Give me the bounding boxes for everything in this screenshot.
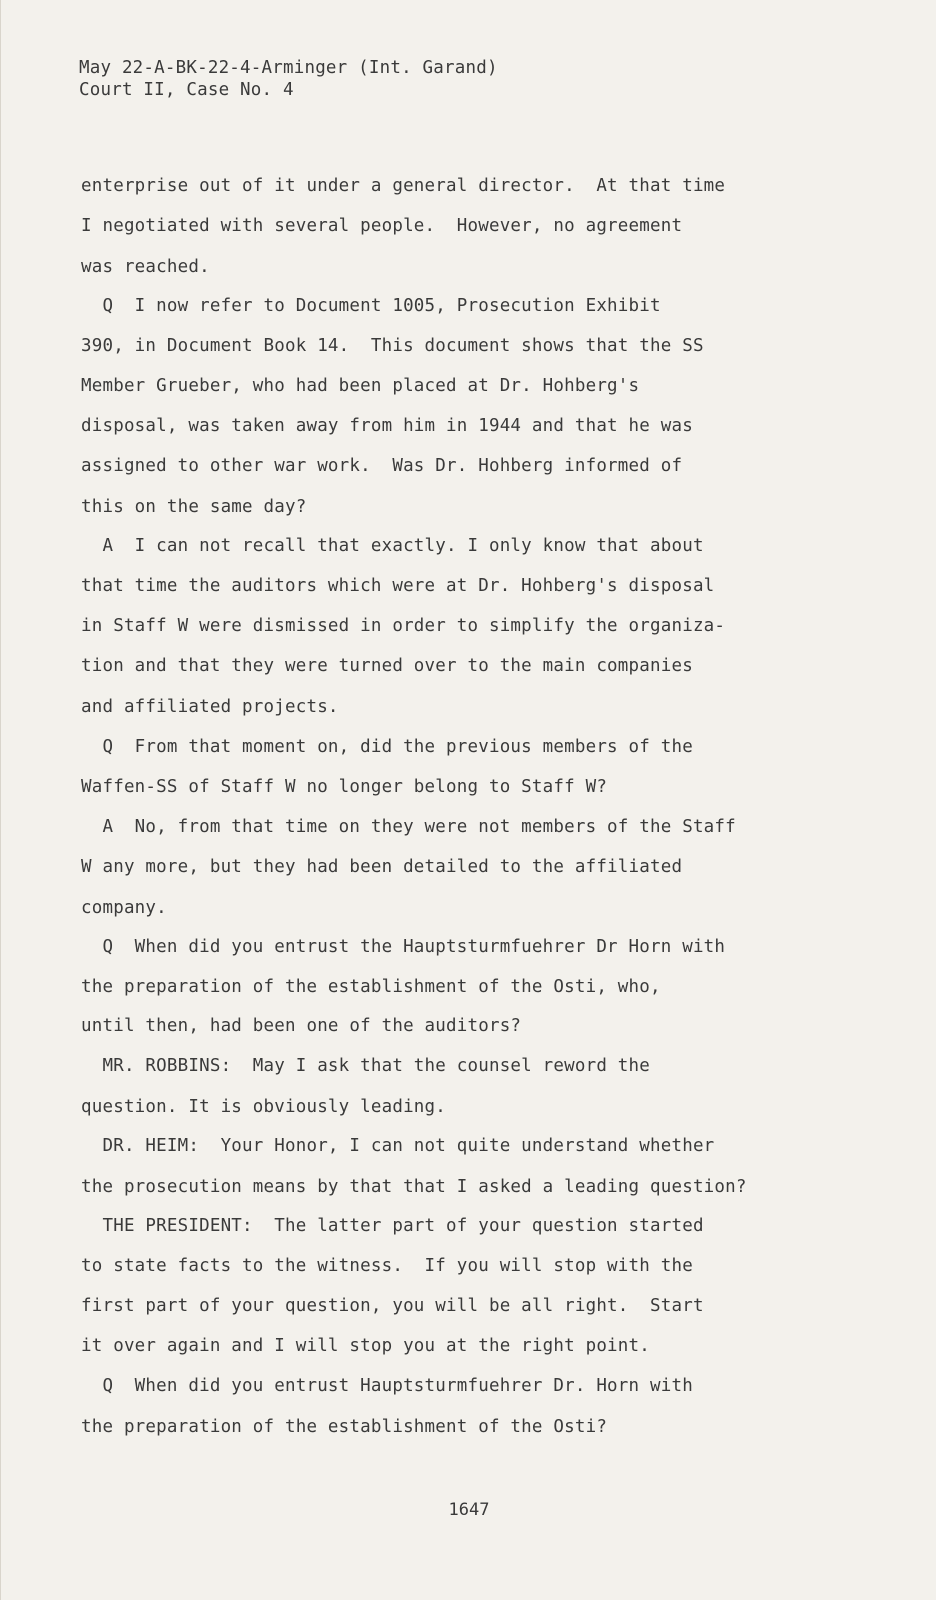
body-line: in Staff W were dismissed in order to simplify the organiza- [81,616,726,636]
body-line: enterprise out of it under a general director. At that time [81,176,726,196]
body-line: this on the same day? [81,497,307,517]
body-line: question. It is obviously leading. [81,1097,447,1117]
body-line: the preparation of the establishment of the Osti, who, [81,977,661,997]
body-line: Member Grueber, who had been placed at Dr. Hohberg's [81,376,640,396]
body-line: that time the auditors which were at Dr. Hohberg's disposal [81,576,715,596]
body-line: I negotiated with several people. However, no agreement [81,216,683,236]
body-line: 390, in Document Book 14. This document shows that the SS [81,336,704,356]
body-line: company. [81,898,167,918]
body-line: MR. ROBBINS: May I ask that the counsel reword the [81,1056,651,1076]
body-line: assigned to other war work. Was Dr. Hohberg informed of [81,456,683,476]
body-line: Waffen-SS of Staff W no longer belong to Staff W? [81,777,608,797]
body-line: THE PRESIDENT: The latter part of your question started [81,1216,704,1236]
body-line: the preparation of the establishment of the Osti? [81,1417,608,1437]
body-line: the prosecution means by that that I asked a leading question? [81,1177,747,1197]
body-line: A No, from that time on they were not members of the Staff [81,817,736,837]
body-line: DR. HEIM: Your Honor, I can not quite understand whether [81,1136,715,1156]
body-line: A I can not recall that exactly. I only know that about [81,536,704,556]
header-line-2: Court II, Case No. 4 [79,80,294,100]
body-line: tion and that they were turned over to the main companies [81,656,693,676]
body-line: disposal, was taken away from him in 1944 and that he was [81,416,693,436]
page-number: 1647 [448,1500,490,1520]
body-line: Q When did you entrust Hauptsturmfuehrer Dr. Horn with [81,1376,693,1396]
body-line: first part of your question, you will be all right. Start [81,1296,704,1316]
header-line-1: May 22-A-BK-22-4-Arminger (Int. Garand) [79,58,498,78]
body-line: until then, had been one of the auditors? [81,1016,522,1036]
body-line: to state facts to the witness. If you will stop with the [81,1256,693,1276]
body-line: it over again and I will stop you at the right point. [81,1336,651,1356]
body-line: Q From that moment on, did the previous members of the [81,737,693,757]
body-line: was reached. [81,257,210,277]
body-line: and affiliated projects. [81,697,339,717]
body-line: Q When did you entrust the Hauptsturmfuehrer Dr Horn with [81,937,726,957]
body-line: W any more, but they had been detailed to the affiliated [81,857,683,877]
body-line: Q I now refer to Document 1005, Prosecution Exhibit [81,296,661,316]
